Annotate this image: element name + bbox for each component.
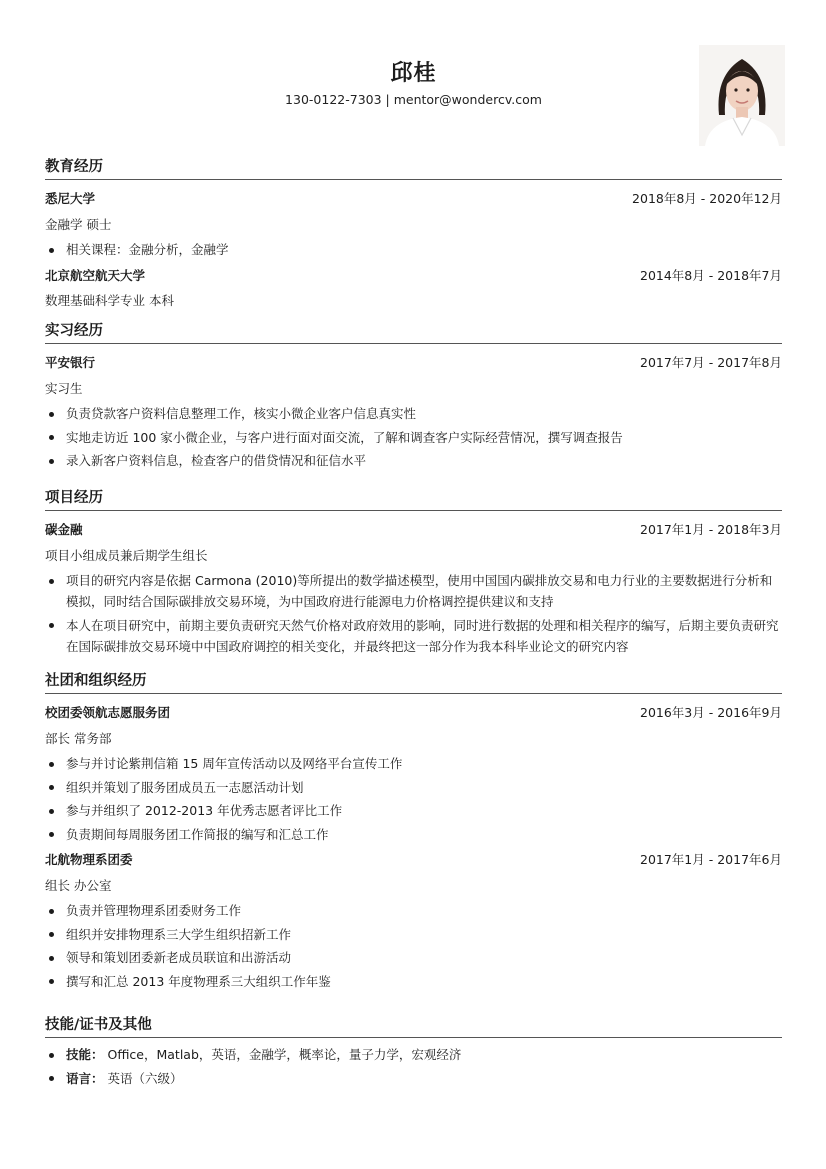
list-item: 撰写和汇总 2013 年度物理系三大组织工作年鉴 — [45, 971, 782, 992]
entry-org: 北航物理系团委 — [45, 852, 133, 867]
entry-date: 2018年8月 - 2020年12月 — [632, 191, 782, 206]
section-title: 教育经历 — [45, 156, 782, 180]
list-item: 项目的研究内容是依据 Carmona (2010)等所提出的数学描述模型，使用中国国内碳排放交易和电力行业的主要数据进行分析和模拟，同时结合国际碳排放交易环境，为中国政府进行能源电力价格调控提供建议和支持 — [45, 570, 782, 612]
entry-subtitle: 部长 常务部 — [45, 730, 112, 746]
skill-label: 语言： — [66, 1070, 104, 1086]
list-item: 录入新客户资料信息，检查客户的借贷情况和征信水平 — [45, 450, 782, 471]
list-item: 相关课程：金融分析，金融学 — [45, 239, 782, 260]
entry-org: 校团委领航志愿服务团 — [45, 705, 171, 720]
entry-subtitle: 金融学 硕士 — [45, 216, 112, 232]
list-item: 本人在项目研究中，前期主要负责研究天然气价格对政府效用的影响，同时进行数据的处理和相关程序的编写，后期主要负责研究在国际碳排放交易环境中中国政府调控的相关变化，并最终把这一部分作为我本科毕业论文的研究内容 — [45, 615, 782, 657]
entry-org: 悉尼大学 — [45, 191, 96, 206]
entry-date: 2016年3月 - 2016年9月 — [640, 705, 782, 720]
section-education — [45, 156, 782, 314]
entry-subtitle: 实习生 — [45, 380, 83, 396]
section-skills — [45, 1014, 782, 1091]
entry-subtitle: 数理基础科学专业 本科 — [45, 293, 174, 308]
entry-date: 2017年1月 - 2018年3月 — [640, 522, 782, 537]
list-item: 领导和策划团委新老成员联谊和出游活动 — [45, 947, 782, 968]
resume-header — [45, 0, 782, 150]
list-item: 负责期间每周服务团工作简报的编写和汇总工作 — [45, 824, 782, 845]
list-item: 负责并管理物理系团委财务工作 — [45, 900, 782, 921]
bullet-list — [45, 1044, 782, 1089]
skill-item — [45, 1044, 782, 1065]
contact-info: 130-0122-7303 | mentor@wondercv.com — [285, 92, 542, 107]
skill-value: Office，Matlab，英语，金融学，概率论，量子力学，宏观经济 — [107, 1047, 462, 1062]
bullet-list — [45, 753, 782, 845]
entry-subtitle: 项目小组成员兼后期学生组长 — [45, 547, 208, 563]
entry-subtitle: 组长 办公室 — [45, 877, 112, 893]
section-clubs — [45, 670, 782, 994]
entry-header — [45, 517, 782, 543]
entry-header — [45, 847, 782, 873]
bullet-list — [45, 403, 782, 471]
candidate-name: 邱桂 — [390, 61, 437, 86]
entry-org: 北京航空航天大学 — [45, 267, 146, 283]
entry-header — [45, 350, 782, 376]
section-title: 实习经历 — [45, 320, 782, 344]
entry-header — [45, 186, 782, 212]
section-projects — [45, 487, 782, 659]
bullet-list — [45, 570, 782, 657]
profile-photo — [699, 45, 785, 146]
list-item: 参与并组织了 2012-2013 年优秀志愿者评比工作 — [45, 800, 782, 821]
section-internship — [45, 320, 782, 474]
entry-date: 2017年1月 - 2017年6月 — [640, 852, 782, 867]
entry-date: 2017年7月 - 2017年8月 — [640, 355, 782, 370]
list-item: 组织并安排物理系三大学生组织招新工作 — [45, 924, 782, 945]
skill-item — [45, 1068, 782, 1089]
entry-header — [45, 263, 782, 289]
entry-date: 2014年8月 - 2018年7月 — [640, 267, 782, 283]
skill-label: 技能： — [66, 1047, 104, 1062]
list-item: 负责贷款客户资料信息整理工作，核实小微企业客户信息真实性 — [45, 403, 782, 424]
list-item: 组织并策划了服务团成员五一志愿活动计划 — [45, 777, 782, 798]
bullet-list — [45, 239, 782, 260]
section-title: 社团和组织经历 — [45, 670, 782, 694]
skill-value: 英语（六级） — [107, 1070, 183, 1086]
entry-header — [45, 700, 782, 726]
list-item: 参与并讨论紫荆信箱 15 周年宣传活动以及网络平台宣传工作 — [45, 753, 782, 774]
entry-org: 平安银行 — [45, 355, 96, 370]
section-title: 技能/证书及其他 — [45, 1014, 782, 1038]
bullet-list — [45, 900, 782, 992]
resume-page — [45, 0, 782, 1086]
list-item: 实地走访近 100 家小微企业，与客户进行面对面交流，了解和调查客户实际经营情况，撰写调查报告 — [45, 427, 782, 448]
section-title: 项目经历 — [45, 487, 782, 511]
entry-org: 碳金融 — [45, 522, 83, 537]
